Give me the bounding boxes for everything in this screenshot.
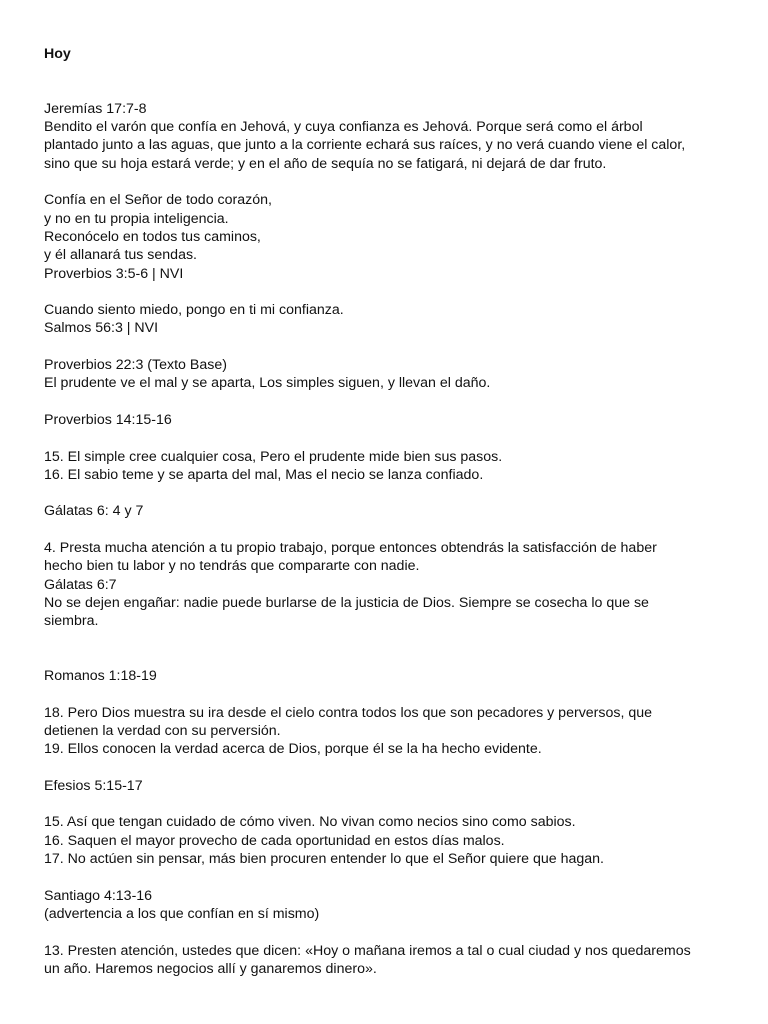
passage-proverbios-22 <box>44 356 734 393</box>
spacer <box>44 283 734 301</box>
spacer <box>44 173 734 191</box>
passage-text: 18. Pero Dios muestra su ira desde el cielo contra todos los que son pecadores y perversos, que <box>44 704 653 721</box>
passage-text: 19. Ellos conocen la verdad acerca de Dios, porque él se la ha hecho evidente. <box>44 741 542 758</box>
spacer <box>44 521 734 539</box>
spacer <box>44 393 734 411</box>
passage-jeremias <box>44 100 734 173</box>
passage-reference: Proverbios 22:3 (Texto Base) <box>44 357 227 374</box>
passage-text: siembra. <box>44 613 99 630</box>
passage-romanos <box>44 704 734 759</box>
spacer <box>44 631 734 668</box>
passage-text: Reconócelo en todos tus caminos, <box>44 228 261 245</box>
spacer <box>44 338 734 356</box>
passage-galatas-heading <box>44 502 734 520</box>
passage-text: 16. Saquen el mayor provecho de cada oportunidad en estos días malos. <box>44 832 505 849</box>
spacer <box>44 923 734 941</box>
passage-text: plantado junto a las aguas, que junto a la corriente echará sus raíces, y no verá cuando viene el calor, <box>44 137 686 154</box>
passage-reference: Santiago 4:13-16 <box>44 887 153 904</box>
spacer <box>44 759 734 777</box>
passage-reference: Romanos 1:18-19 <box>44 668 157 685</box>
passage-text: hecho bien tu labor y no tendrás que compararte con nadie. <box>44 558 420 575</box>
passage-efesios <box>44 813 734 868</box>
spacer <box>44 63 734 100</box>
spacer <box>44 868 734 886</box>
passage-romanos-heading <box>44 667 734 685</box>
passage-text: un año. Haremos negocios allí y ganaremos dinero». <box>44 960 377 977</box>
document-page <box>44 45 734 978</box>
passage-note: (advertencia a los que confían en sí mismo) <box>44 905 320 922</box>
spacer <box>44 795 734 813</box>
spacer <box>44 484 734 502</box>
passage-text: El prudente ve el mal y se aparta, Los simples siguen, y llevan el daño. <box>44 375 491 392</box>
document-title: Hoy <box>44 46 71 62</box>
passage-reference: Jeremías 17:7-8 <box>44 100 147 117</box>
passage-text: Cuando siento miedo, pongo en ti mi confianza. <box>44 302 344 319</box>
passage-text: Bendito el varón que confía en Jehová, y cuya confianza es Jehová. Porque será como el árbol <box>44 119 643 136</box>
spacer <box>44 429 734 447</box>
passage-reference: Proverbios 3:5-6 | NVI <box>44 265 184 282</box>
spacer <box>44 685 734 703</box>
passage-proverbios-3 <box>44 191 734 282</box>
passage-proverbios-14 <box>44 448 734 485</box>
passage-text: 15. Así que tengan cuidado de cómo viven. No vivan como necios sino como sabios. <box>44 814 576 831</box>
passage-text: 15. El simple cree cualquier cosa, Pero el prudente mide bien sus pasos. <box>44 448 503 465</box>
passage-reference: Gálatas 6:7 <box>44 576 117 593</box>
passage-efesios-heading <box>44 777 734 795</box>
passage-santiago <box>44 942 734 979</box>
passage-reference: Proverbios 14:15-16 <box>44 411 172 428</box>
passage-text: detienen la verdad con su perversión. <box>44 722 281 739</box>
passage-galatas <box>44 539 734 630</box>
passage-reference: Efesios 5:15-17 <box>44 777 143 794</box>
passage-text: No se dejen engañar: nadie puede burlarse de la justicia de Dios. Siempre se cosecha lo que se <box>44 594 649 611</box>
passage-reference: Gálatas 6: 4 y 7 <box>44 503 144 520</box>
passage-text: sino que su hoja estará verde; y en el año de sequía no se fatigará, ni dejará de dar fruto. <box>44 155 607 172</box>
passage-text: y él allanará tus sendas. <box>44 247 198 264</box>
passage-text: 16. El sabio teme y se aparta del mal, Mas el necio se lanza confiado. <box>44 466 484 483</box>
passage-text: 17. No actúen sin pensar, más bien procuren entender lo que el Señor quiere que hagan. <box>44 851 605 868</box>
passage-proverbios-14-heading <box>44 411 734 429</box>
passage-text: 13. Presten atención, ustedes que dicen: «Hoy o mañana iremos a tal o cual ciudad y nos quedaremos <box>44 942 691 959</box>
passage-text: 4. Presta mucha atención a tu propio trabajo, porque entonces obtendrás la satisfacción de haber <box>44 540 657 557</box>
passage-salmos <box>44 301 734 338</box>
passage-reference: Salmos 56:3 | NVI <box>44 320 159 337</box>
passage-santiago-heading <box>44 887 734 924</box>
passage-text: Confía en el Señor de todo corazón, <box>44 192 272 209</box>
passage-text: y no en tu propia inteligencia. <box>44 210 229 227</box>
